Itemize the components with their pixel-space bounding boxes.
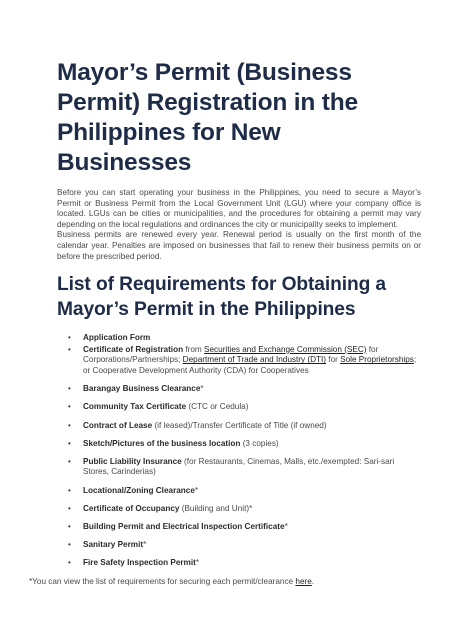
requirement-label: Application Form <box>83 333 151 343</box>
requirement-text: (CTC or Cedula) <box>186 402 249 412</box>
requirement-certificate-of-occupancy <box>68 503 421 515</box>
requirement-fire-safety-permit <box>68 558 421 569</box>
footnote-text: *You can view the list of requirements for securing each permit/clearance <box>29 577 296 586</box>
bullet-icon: • <box>68 402 71 412</box>
requirement-community-tax-certificate <box>68 402 421 413</box>
requirement-label: Community Tax Certificate <box>83 402 187 412</box>
requirements-list <box>57 333 421 569</box>
footnote <box>29 577 421 588</box>
here-link[interactable]: here <box>295 577 312 586</box>
requirement-text: ; or Cooperative Development Authority (CDA) for Cooperatives <box>83 355 417 375</box>
requirement-building-permit <box>68 522 421 533</box>
requirement-text: from <box>183 344 205 354</box>
requirement-zoning-clearance <box>68 485 421 497</box>
bullet-icon: • <box>68 522 71 532</box>
bullet-icon: • <box>68 333 71 343</box>
requirement-application-form <box>68 333 421 344</box>
requirement-certificate-of-registration <box>68 344 421 377</box>
bullet-icon: • <box>68 558 71 568</box>
intro-paragraph-2: Business permits are renewed every year. Renewal period is usually on the first month of the calendar year. Penalties are imposed on businesses that fail to renew their business permits on or before the prescribed period. <box>57 230 421 261</box>
requirement-label: Building Permit and Electrical Inspection Certificate <box>83 522 285 532</box>
requirement-label: Fire Safety Inspection Permit <box>83 558 196 568</box>
requirement-label: Certificate of Registration <box>83 344 184 354</box>
document-content <box>29 58 421 588</box>
intro-section <box>57 188 421 262</box>
requirement-text: * <box>194 485 199 495</box>
bullet-icon: • <box>68 420 71 430</box>
sec-link[interactable]: Securities and Exchange Commission (SEC) <box>204 344 367 354</box>
requirement-label: Barangay Business Clearance <box>83 384 201 394</box>
bullet-icon: • <box>68 540 71 550</box>
requirement-public-liability-insurance <box>68 456 421 478</box>
requirement-text: * <box>200 384 204 394</box>
requirement-label: Locational/Zoning Clearance <box>83 485 195 495</box>
requirements-heading: List of Requirements for Obtaining a Mayor’s Permit in the Philippines <box>57 274 387 320</box>
requirement-text: (Building and Unit)* <box>179 503 253 513</box>
bullet-icon: • <box>68 503 71 513</box>
requirement-text: * <box>284 522 288 532</box>
requirement-label: Certificate of Occupancy <box>83 503 180 513</box>
requirement-text: * <box>143 540 147 550</box>
page-title: Mayor’s Permit (Business Permit) Registration in the Philippines for New Businesses <box>57 59 358 176</box>
requirement-sanitary-permit <box>68 540 421 551</box>
requirement-text: (3 copies) <box>240 438 279 448</box>
requirement-sketch-pictures <box>68 438 421 450</box>
requirement-text: for Corporations/Partnerships; <box>83 344 379 365</box>
bullet-icon: • <box>68 485 71 495</box>
requirement-text: * <box>195 558 200 568</box>
bullet-icon: • <box>68 384 71 394</box>
requirement-label: Public Liability Insurance <box>83 456 182 466</box>
footnote-end: . <box>311 577 315 586</box>
requirement-label: Sanitary Permit <box>83 540 144 550</box>
bullet-icon: • <box>68 344 71 354</box>
intro-paragraph-1: Before you can start operating your business in the Philippines, you need to secure a Mayor’s Permit or Business Permit from the Local Government Unit (LGU) where your company office is located. LGUs can be cities or municipalities, and the procedures for obtaining a permit may vary depending on the local regulations and ordinances the city or municipality seeks to implement. <box>57 188 421 229</box>
sole-proprietorships-link[interactable]: Sole Proprietorships <box>340 355 414 365</box>
requirement-text: (if leased)/Transfer Certificate of Title (if owned) <box>152 420 327 430</box>
requirement-text: for <box>326 355 341 365</box>
requirement-label: Sketch/Pictures of the business location <box>83 438 241 448</box>
requirement-label: Contract of Lease <box>83 420 153 430</box>
requirement-contract-of-lease <box>68 420 421 432</box>
bullet-icon: • <box>68 456 71 466</box>
requirement-barangay-clearance <box>68 384 421 395</box>
requirement-text: (for Restaurants, Cinemas, Malls, etc./exempted: Sari-sari Stores, Carinderias) <box>83 456 395 477</box>
bullet-icon: • <box>68 438 71 448</box>
dti-link[interactable]: Department of Trade and Industry (DTI) <box>182 355 327 365</box>
